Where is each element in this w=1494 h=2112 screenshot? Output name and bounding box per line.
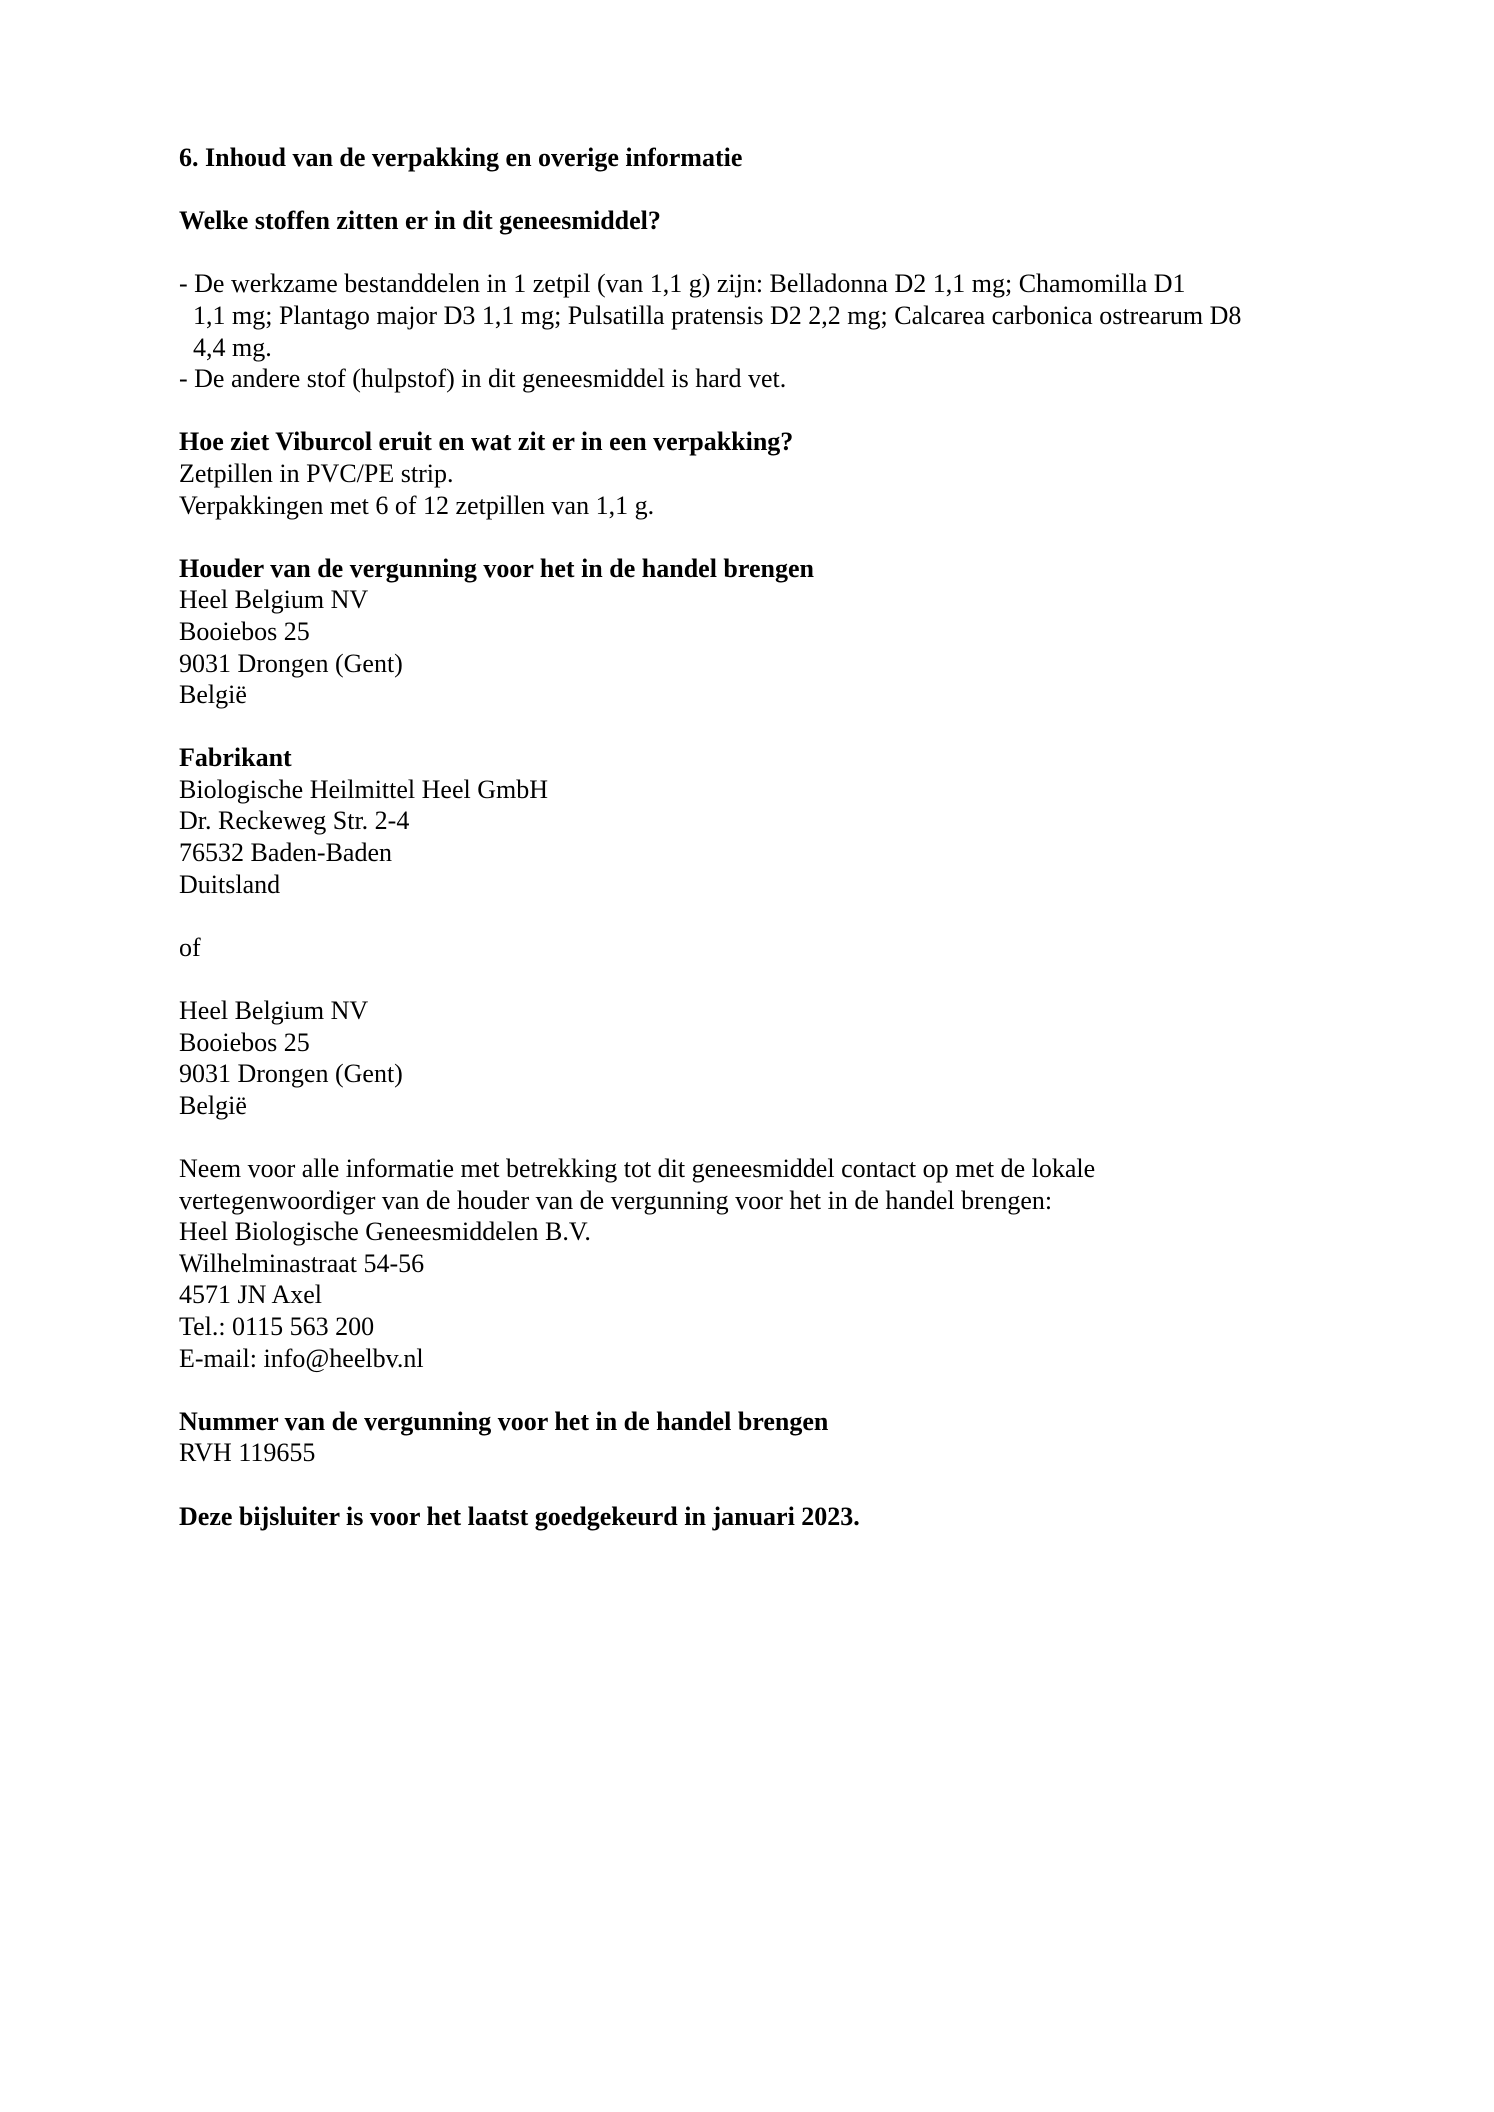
- appearance-heading: Hoe ziet Viburcol eruit en wat zit er in een verpakking?: [179, 427, 794, 457]
- holder-name: Heel Belgium NV: [179, 585, 369, 615]
- ingredients-line-3: 4,4 mg.: [193, 332, 272, 362]
- license-heading: Nummer van de vergunning voor het in de handel brengen: [179, 1406, 829, 1436]
- manufacturer-heading: Fabrikant: [179, 743, 292, 773]
- section-title: 6. Inhoud van de verpakking en overige informatie: [179, 143, 743, 172]
- holder-street: Booiebos 25: [179, 616, 310, 646]
- local-rep-city: 4571 JN Axel: [179, 1280, 322, 1310]
- manufacturer-name: Biologische Heilmittel Heel GmbH: [179, 774, 548, 804]
- ingredients-line-2: 1,1 mg; Plantago major D3 1,1 mg; Pulsatilla pratensis D2 2,2 mg; Calcarea carbonica ostrearum D8: [193, 300, 1242, 330]
- manufacturer-alt-city: 9031 Drongen (Gent): [179, 1059, 403, 1089]
- holder-city: 9031 Drongen (Gent): [179, 648, 403, 678]
- holder-country: België: [179, 680, 247, 710]
- local-rep-intro-2: vertegenwoordiger van de houder van de vergunning voor het in de handel brengen:: [179, 1185, 1053, 1215]
- local-rep-street: Wilhelminastraat 54-56: [179, 1248, 425, 1278]
- manufacturer-alt-street: Booiebos 25: [179, 1027, 310, 1057]
- ingredients-heading: Welke stoffen zitten er in dit geneesmiddel?: [179, 206, 661, 236]
- manufacturer-alt-country: België: [179, 1090, 247, 1120]
- appearance-line-1: Zetpillen in PVC/PE strip.: [179, 458, 454, 488]
- manufacturer-alt-name: Heel Belgium NV: [179, 996, 369, 1026]
- local-rep-email: E-mail: info@heelbv.nl: [179, 1343, 424, 1373]
- manufacturer-city: 76532 Baden-Baden: [179, 838, 393, 868]
- approval-statement: Deze bijsluiter is voor het laatst goedgekeurd in januari 2023.: [179, 1501, 860, 1531]
- appearance-line-2: Verpakkingen met 6 of 12 zetpillen van 1,1 g.: [179, 490, 655, 520]
- local-rep-intro-1: Neem voor alle informatie met betrekking tot dit geneesmiddel contact op met de lokale: [179, 1154, 1096, 1183]
- leaflet-page: [179, 142, 1339, 1532]
- holder-heading: Houder van de vergunning voor het in de handel brengen: [179, 553, 814, 583]
- local-rep-phone: Tel.: 0115 563 200: [179, 1311, 375, 1341]
- local-rep-name: Heel Biologische Geneesmiddelen B.V.: [179, 1217, 591, 1247]
- ingredients-line-4: - De andere stof (hulpstof) in dit geneesmiddel is hard vet.: [179, 364, 787, 394]
- manufacturer-country: Duitsland: [179, 869, 281, 899]
- license-number: RVH 119655: [179, 1438, 316, 1468]
- manufacturer-or: of: [179, 932, 201, 962]
- ingredients-line-1: - De werkzame bestanddelen in 1 zetpil (van 1,1 g) zijn: Belladonna D2 1,1 mg; Chamomilla D1: [179, 269, 1186, 299]
- manufacturer-street: Dr. Reckeweg Str. 2-4: [179, 806, 410, 836]
